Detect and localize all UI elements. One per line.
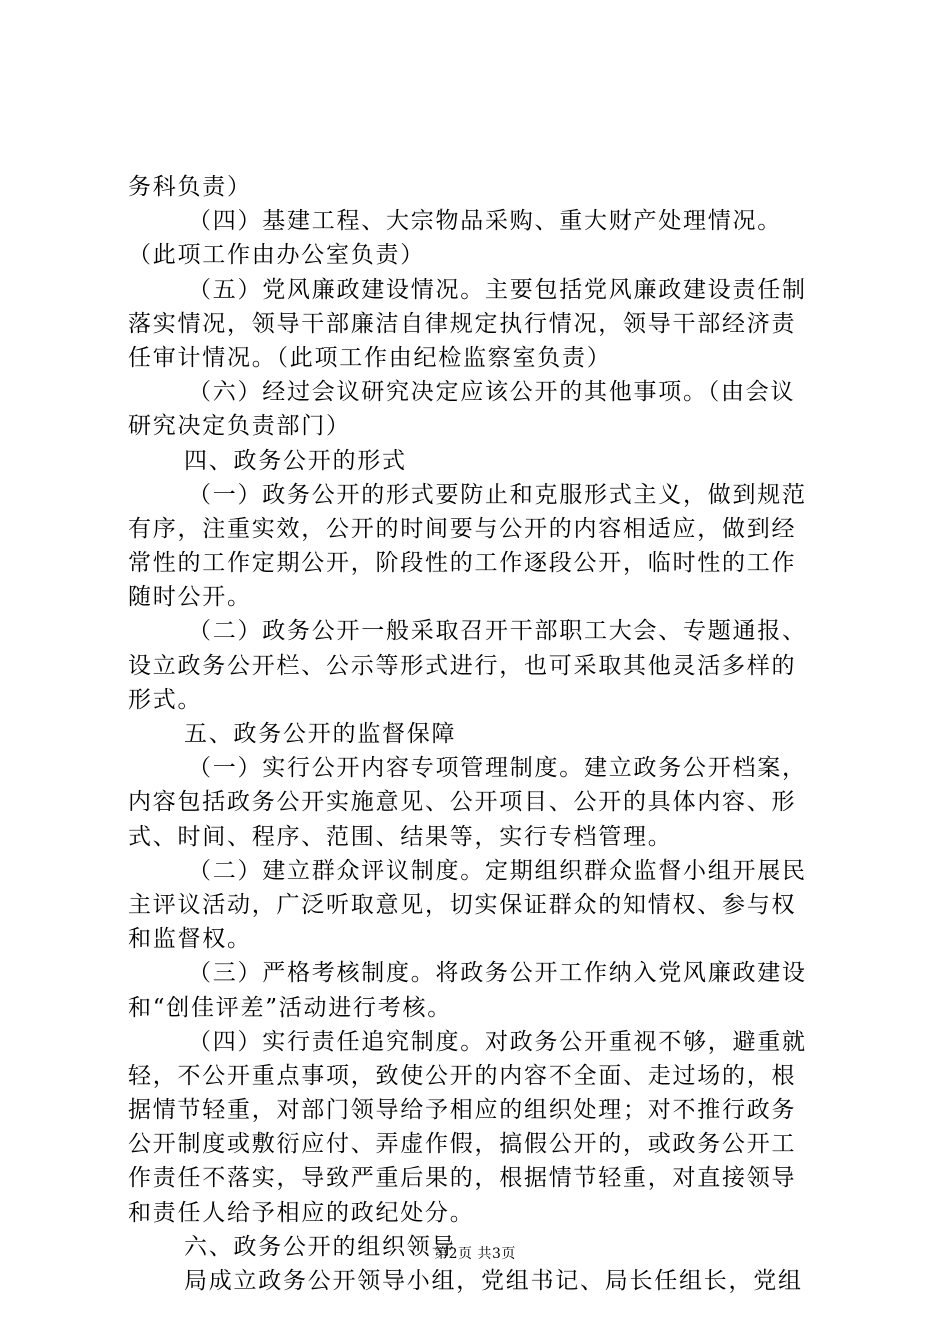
- paragraph-line: 轻，不公开重点事项，致使公开的内容不全面、走过场的，根: [128, 1062, 797, 1089]
- paragraph-line: 落实情况，领导干部廉洁自律规定执行情况，领导干部经济责: [128, 310, 797, 337]
- paragraph-line: 随时公开。: [128, 584, 252, 611]
- paragraph-line: 形式。: [128, 686, 203, 713]
- paragraph-line: （此项工作由办公室负责）: [128, 242, 425, 269]
- paragraph-line: 和监督权。: [128, 926, 252, 953]
- paragraph-line: 任审计情况。（此项工作由纪检监察室负责）: [128, 344, 612, 371]
- paragraph-line: 局成立政务公开领导小组，党组书记、局长任组长，党组: [184, 1268, 803, 1294]
- paragraph-line: 四、政务公开的形式: [184, 447, 407, 474]
- paragraph-line: 和“创佳评差”活动进行考核。: [128, 994, 453, 1021]
- paragraph-line: （二）建立群众评议制度。定期组织群众监督小组开展民: [188, 857, 807, 884]
- paragraph-line: 有序，注重实效，公开的时间要与公开的内容相适应，做到经: [128, 515, 797, 542]
- document-body: [128, 170, 828, 1298]
- paragraph-line: （一）实行公开内容专项管理制度。建立政务公开档案，: [188, 755, 807, 782]
- paragraph-line: （五）党风廉政建设情况。主要包括党风廉政建设责任制: [188, 276, 807, 303]
- paragraph-line: 式、时间、程序、范围、结果等，实行专档管理。: [128, 823, 673, 850]
- paragraph-line: 研究决定负责部门）: [128, 413, 351, 440]
- paragraph-line: 主评议活动，广泛听取意见，切实保证群众的知情权、参与权: [128, 891, 797, 918]
- paragraph-line: 六、政务公开的组织领导: [184, 1233, 457, 1260]
- paragraph-line: （一）政务公开的形式要防止和克服形式主义，做到规范: [188, 481, 807, 508]
- page-footer: 第2页 共3页: [434, 1246, 516, 1262]
- paragraph-line: 设立政务公开栏、公示等形式进行，也可采取其他灵活多样的: [128, 652, 797, 679]
- paragraph-line: （四）实行责任追究制度。对政务公开重视不够，避重就: [188, 1028, 807, 1055]
- paragraph-line: 五、政务公开的监督保障: [184, 721, 457, 747]
- paragraph-line: （三）严格考核制度。将政务公开工作纳入党风廉政建设: [188, 960, 807, 987]
- paragraph-line: 常性的工作定期公开，阶段性的工作逐段公开，临时性的工作: [128, 550, 797, 577]
- paragraph-line: 据情节轻重，对部门领导给予相应的组织处理；对不推行政务: [128, 1097, 797, 1124]
- paragraph-line: 和责任人给予相应的政纪处分。: [128, 1199, 475, 1226]
- paragraph-line: （六）经过会议研究决定应该公开的其他事项。（由会议: [188, 379, 796, 406]
- paragraph-line: 务科负责）: [128, 174, 252, 200]
- paragraph-line: （四）基建工程、大宗物品采购、重大财产处理情况。: [188, 208, 782, 235]
- paragraph-line: 公开制度或敷衍应付、弄虚作假，搞假公开的，或政务公开工: [128, 1131, 797, 1158]
- paragraph-line: 作责任不落实，导致严重后果的，根据情节轻重，对直接领导: [128, 1165, 797, 1192]
- paragraph-line: （二）政务公开一般采取召开干部职工大会、专题通报、: [188, 618, 807, 645]
- paragraph-line: 内容包括政务公开实施意见、公开项目、公开的具体内容、形: [128, 789, 797, 816]
